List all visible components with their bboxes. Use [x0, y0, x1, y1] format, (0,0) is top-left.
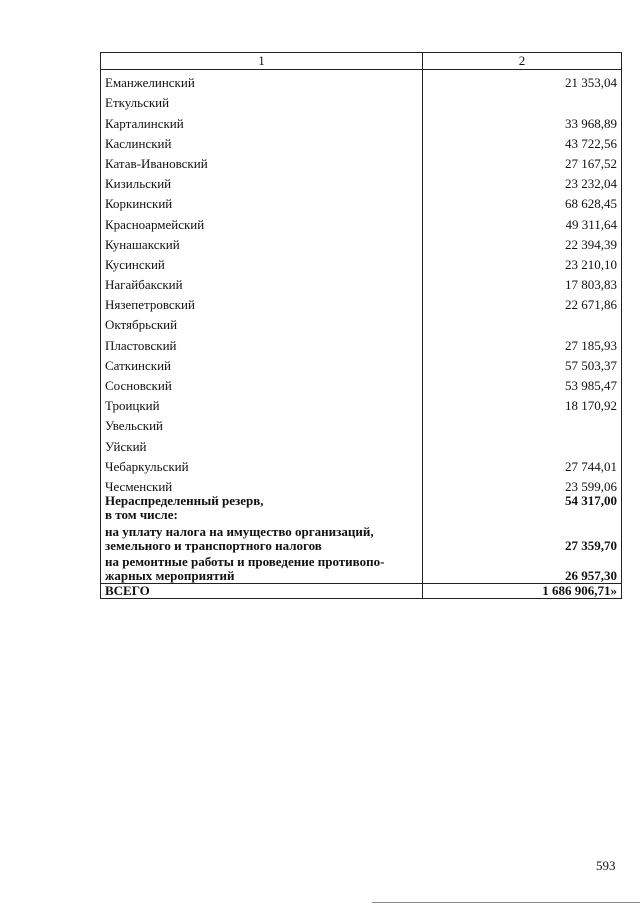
column-header-2: 2: [423, 53, 622, 70]
table-row: [101, 70, 622, 91]
repair-subrow-amount: [423, 553, 622, 584]
tax-subrow: [101, 522, 622, 553]
district-name: Чебаркульский: [101, 454, 423, 474]
table-row: [101, 90, 622, 110]
table-row: [101, 433, 622, 453]
table-row: [101, 353, 622, 373]
tax-subrow-amount-value: 27 359,70: [565, 537, 617, 553]
table-row: [101, 332, 622, 352]
district-name: Каслинский: [101, 131, 423, 151]
district-name: Коркинский: [101, 191, 423, 211]
table-row: [101, 131, 622, 151]
district-name: Уйский: [101, 433, 423, 453]
tax-subrow-label-line1: на уплату налога на имущество организаций,: [105, 523, 374, 539]
district-amount: 49 311,64: [423, 211, 622, 231]
table-row: [101, 272, 622, 292]
district-amount: 27 185,93: [423, 332, 622, 352]
footer-rule: [372, 902, 640, 903]
district-amount: 21 353,04: [423, 70, 622, 91]
reserve-label-line1: Нераспределенный резерв,: [105, 492, 264, 508]
district-amount: 27 744,01: [423, 454, 622, 474]
district-name: Троицкий: [101, 393, 423, 413]
district-amount: 27 167,52: [423, 151, 622, 171]
table-row: [101, 292, 622, 312]
reserve-row: [101, 494, 622, 522]
reserve-amount: 54 317,00: [423, 494, 622, 522]
total-row: [101, 583, 622, 598]
table-row: [101, 413, 622, 433]
district-name: Октябрьский: [101, 312, 423, 332]
district-amount: 68 628,45: [423, 191, 622, 211]
reserve-label-line2: в том числе:: [105, 506, 178, 522]
table-row: [101, 171, 622, 191]
district-amount: [423, 433, 622, 453]
district-name: Еткульский: [101, 90, 423, 110]
repair-subrow-label: [101, 553, 423, 584]
district-name: Нязепетровский: [101, 292, 423, 312]
repair-subrow-label-line2: жарных мероприятий: [105, 567, 235, 583]
budget-table: [100, 52, 622, 599]
repair-subrow-label-line1: на ремонтные работы и проведение противопо-: [105, 553, 385, 569]
tax-subrow-label: [101, 522, 423, 553]
district-name: Увельский: [101, 413, 423, 433]
column-header-1: 1: [101, 53, 423, 70]
table-row: [101, 373, 622, 393]
district-amount: 22 671,86: [423, 292, 622, 312]
table-row: [101, 232, 622, 252]
district-amount: 22 394,39: [423, 232, 622, 252]
reserve-label: [101, 494, 423, 522]
district-amount: [423, 312, 622, 332]
district-amount: 17 803,83: [423, 272, 622, 292]
district-name: Сосновский: [101, 373, 423, 393]
district-amount: [423, 90, 622, 110]
table-row: [101, 454, 622, 474]
district-amount: 57 503,37: [423, 353, 622, 373]
district-amount: 23 210,10: [423, 252, 622, 272]
district-amount: 53 985,47: [423, 373, 622, 393]
table-row: [101, 474, 622, 494]
district-name: Нагайбакский: [101, 272, 423, 292]
district-amount: 33 968,89: [423, 110, 622, 130]
total-label: ВСЕГО: [101, 583, 423, 598]
district-name: Кизильский: [101, 171, 423, 191]
district-amount: 23 232,04: [423, 171, 622, 191]
district-name: Кусинский: [101, 252, 423, 272]
district-name: Кунашакский: [101, 232, 423, 252]
district-amount: 18 170,92: [423, 393, 622, 413]
table-row: [101, 211, 622, 231]
district-name: Красноармейский: [101, 211, 423, 231]
repair-subrow-amount-value: 26 957,30: [565, 567, 617, 583]
district-amount: 23 599,06: [423, 474, 622, 494]
total-amount: 1 686 906,71»: [423, 583, 622, 598]
table-row: [101, 393, 622, 413]
district-name: Пластовский: [101, 332, 423, 352]
table-row: [101, 252, 622, 272]
repair-subrow: [101, 553, 622, 584]
district-name: Саткинский: [101, 353, 423, 373]
table-row: [101, 151, 622, 171]
district-name: Карталинский: [101, 110, 423, 130]
district-amount: 43 722,56: [423, 131, 622, 151]
page-number: 593: [596, 858, 616, 873]
district-name: Чесменский: [101, 474, 423, 494]
tax-subrow-amount: [423, 522, 622, 553]
district-amount: [423, 413, 622, 433]
table-row: [101, 110, 622, 130]
table-row: [101, 191, 622, 211]
table-row: [101, 312, 622, 332]
district-name: Катав-Ивановский: [101, 151, 423, 171]
tax-subrow-label-line2: земельного и транспортного налогов: [105, 537, 322, 553]
district-name: Еманжелинский: [101, 70, 423, 91]
table-header-row: [101, 53, 622, 70]
